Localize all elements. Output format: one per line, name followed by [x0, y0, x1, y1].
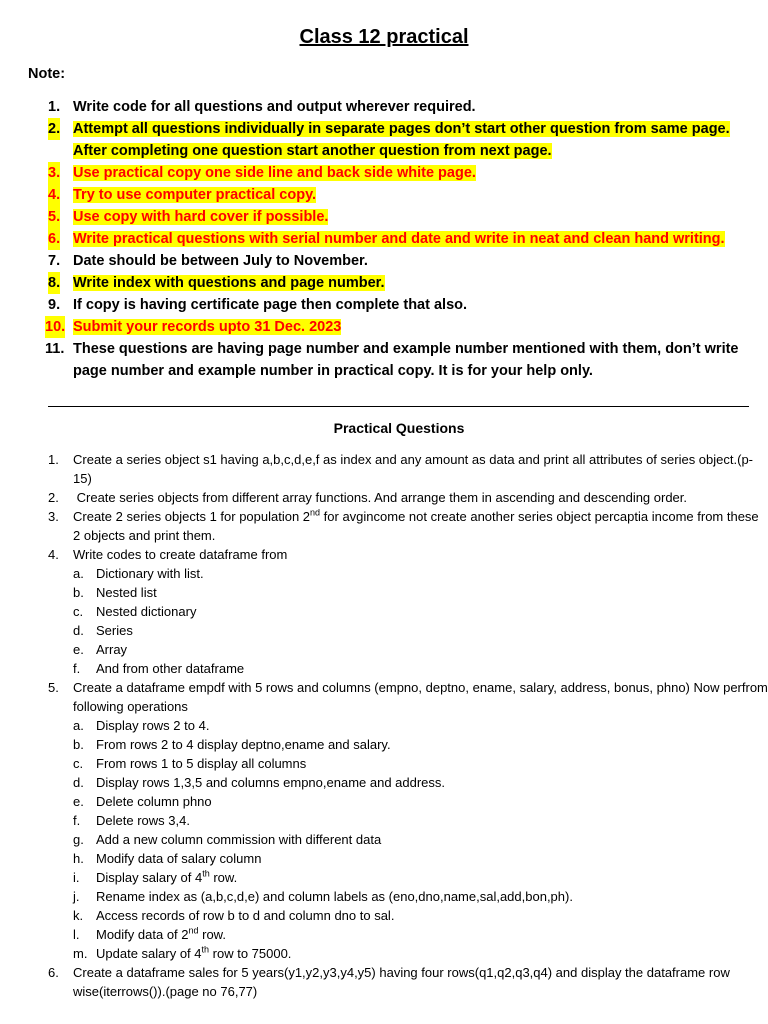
note-item: 7. Date should be between July to November.	[48, 253, 368, 269]
question-item: 1. Create a series object s1 having a,b,c,d,e,f as index and any amount as data and print all attributes of series object.(p-15)	[48, 452, 753, 486]
sub-item: e. Array	[73, 642, 128, 657]
sub-item: i. Display salary of 4th row.	[73, 868, 238, 885]
question-item: 6. Create a dataframe sales for 5 years(y1,y2,y3,y4,y5) having four rows(q1,q2,q3,q4) and display the dataframe row wise(iterrows()).(page no 76,77)	[48, 965, 730, 999]
note-label: Note:	[28, 66, 66, 82]
sub-item: f. Delete rows 3,4.	[73, 813, 190, 828]
question-item: 2. Create series objects from different array functions. And arrange them in ascending and descending order.	[48, 490, 688, 505]
note-item: 4. Try to use computer practical copy.	[48, 184, 748, 206]
note-item: 3. Use practical copy one side line and back side white page.	[48, 162, 748, 184]
note-item: 2. Attempt all questions individually in separate pages don’t start other question from same page. After completing one question start another question from next page.	[48, 118, 748, 162]
practical-questions-heading: Practical Questions	[333, 420, 465, 436]
divider	[48, 406, 749, 407]
sub-item: l. Modify data of 2nd row.	[73, 925, 226, 942]
note-item: 1. Write code for all questions and output wherever required.	[48, 99, 476, 115]
sub-item: a. Display rows 2 to 4.	[73, 718, 210, 733]
question-item: 4. Write codes to create dataframe from	[48, 547, 288, 562]
question-item: 3. Create 2 series objects 1 for population 2nd for avgincome not create another series object percaptia income from these 2 objects and print them.	[48, 507, 759, 543]
sub-item: b. Nested list	[73, 585, 157, 600]
sub-item: g. Add a new column commission with different data	[73, 832, 382, 847]
sub-item: b. From rows 2 to 4 display deptno,ename and salary.	[73, 737, 391, 752]
sub-item: f. And from other dataframe	[73, 661, 245, 676]
notes-list	[45, 96, 748, 382]
sub-item: k. Access records of row b to d and column dno to sal.	[73, 908, 395, 923]
sub-item: e. Delete column phno	[73, 794, 212, 809]
question-item: 5. Create a dataframe empdf with 5 rows and columns (empno, deptno, ename, salary, address, bonus, phno) Now perfrom following operations	[48, 680, 768, 714]
page-title: Class 12 practical	[299, 26, 469, 48]
sub-item: d. Display rows 1,3,5 and columns empno,ename and address.	[73, 775, 446, 790]
note-item: 10. Submit your records upto 31 Dec. 2023	[48, 316, 748, 338]
note-item: 6. Write practical questions with serial number and date and write in neat and clean hand writing.	[48, 228, 748, 250]
sub-item: j. Rename index as (a,b,c,d,e) and column labels as (eno,dno,name,sal,add,bon,ph).	[73, 889, 573, 904]
sub-item: h. Modify data of salary column	[73, 851, 262, 866]
sub-list	[48, 716, 768, 963]
sub-item: c. From rows 1 to 5 display all columns	[73, 756, 307, 771]
note-item: 9. If copy is having certificate page then complete that also.	[48, 297, 468, 313]
sub-item: m. Update salary of 4th row to 75000.	[73, 944, 292, 961]
sub-list	[48, 564, 768, 678]
sub-item: a. Dictionary with list.	[73, 566, 204, 581]
note-item: 8. Write index with questions and page number.	[48, 272, 748, 294]
questions-list	[48, 450, 768, 1001]
note-item: 5. Use copy with hard cover if possible.	[48, 206, 748, 228]
sub-item: c. Nested dictionary	[73, 604, 197, 619]
note-item: 11. These questions are having page number and example number mentioned with them, don’t write page number and example number in practical copy. It is for your help only.	[45, 341, 739, 379]
sub-item: d. Series	[73, 623, 133, 638]
